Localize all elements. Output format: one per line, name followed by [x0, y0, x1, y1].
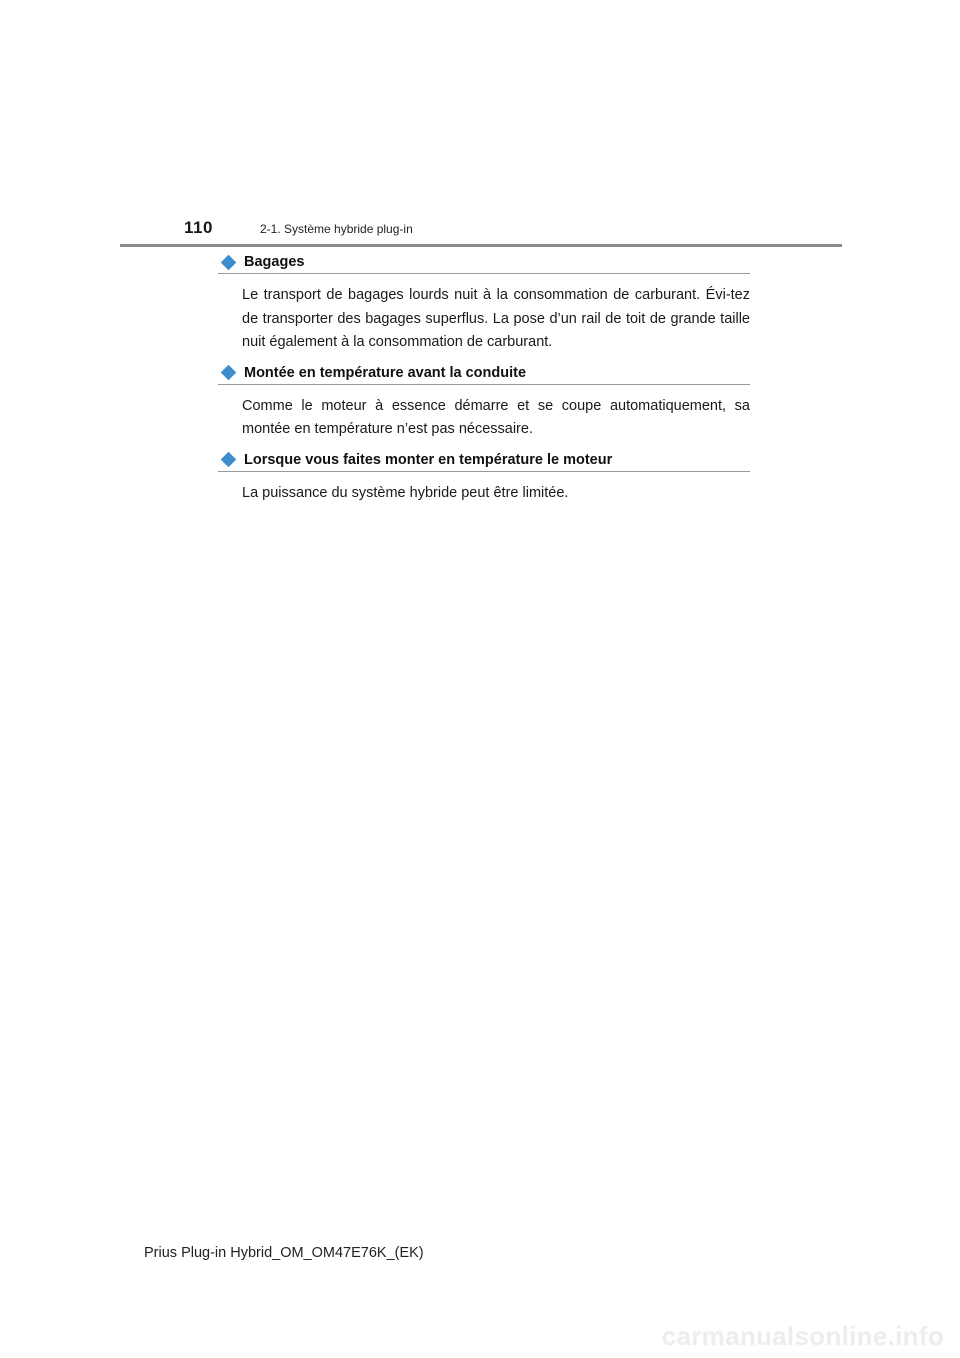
- sub-heading: [218, 254, 750, 274]
- sub-heading: [218, 365, 750, 385]
- diamond-bullet-icon: [221, 254, 237, 270]
- document-id: Prius Plug-in Hybrid_OM_OM47E76K_(EK): [144, 1245, 424, 1261]
- paragraph: Le transport de bagages lourds nuit à la consommation de carburant. Évi-tez de transporter des bagages superflus. La pose d’un rail de toit de grande taille nuit également à la consommation de carburant.: [242, 287, 750, 350]
- page-number: 110: [184, 218, 213, 237]
- paragraph: Comme le moteur à essence démarre et se coupe automatiquement, sa montée en température n’est pas nécessaire.: [242, 397, 750, 437]
- main-content: [218, 254, 750, 515]
- section-bagages: [218, 254, 750, 355]
- sub-heading: [218, 452, 750, 472]
- diamond-bullet-icon: [221, 452, 237, 468]
- sub-heading-text: Montée en température avant la conduite: [244, 364, 527, 381]
- sub-heading-text: Bagages: [244, 254, 305, 270]
- header-divider: [120, 244, 842, 247]
- section-warmup-before-driving: [218, 365, 750, 442]
- section-title: 2-1. Système hybride plug-in: [260, 222, 413, 236]
- diamond-bullet-icon: [221, 365, 237, 381]
- watermark: carmanualsonline.info: [661, 1321, 944, 1351]
- paragraph: La puissance du système hybride peut être limitée.: [242, 484, 569, 501]
- section-engine-warmup: [218, 452, 750, 506]
- sub-heading-text: Lorsque vous faites monter en température le moteur: [244, 451, 613, 468]
